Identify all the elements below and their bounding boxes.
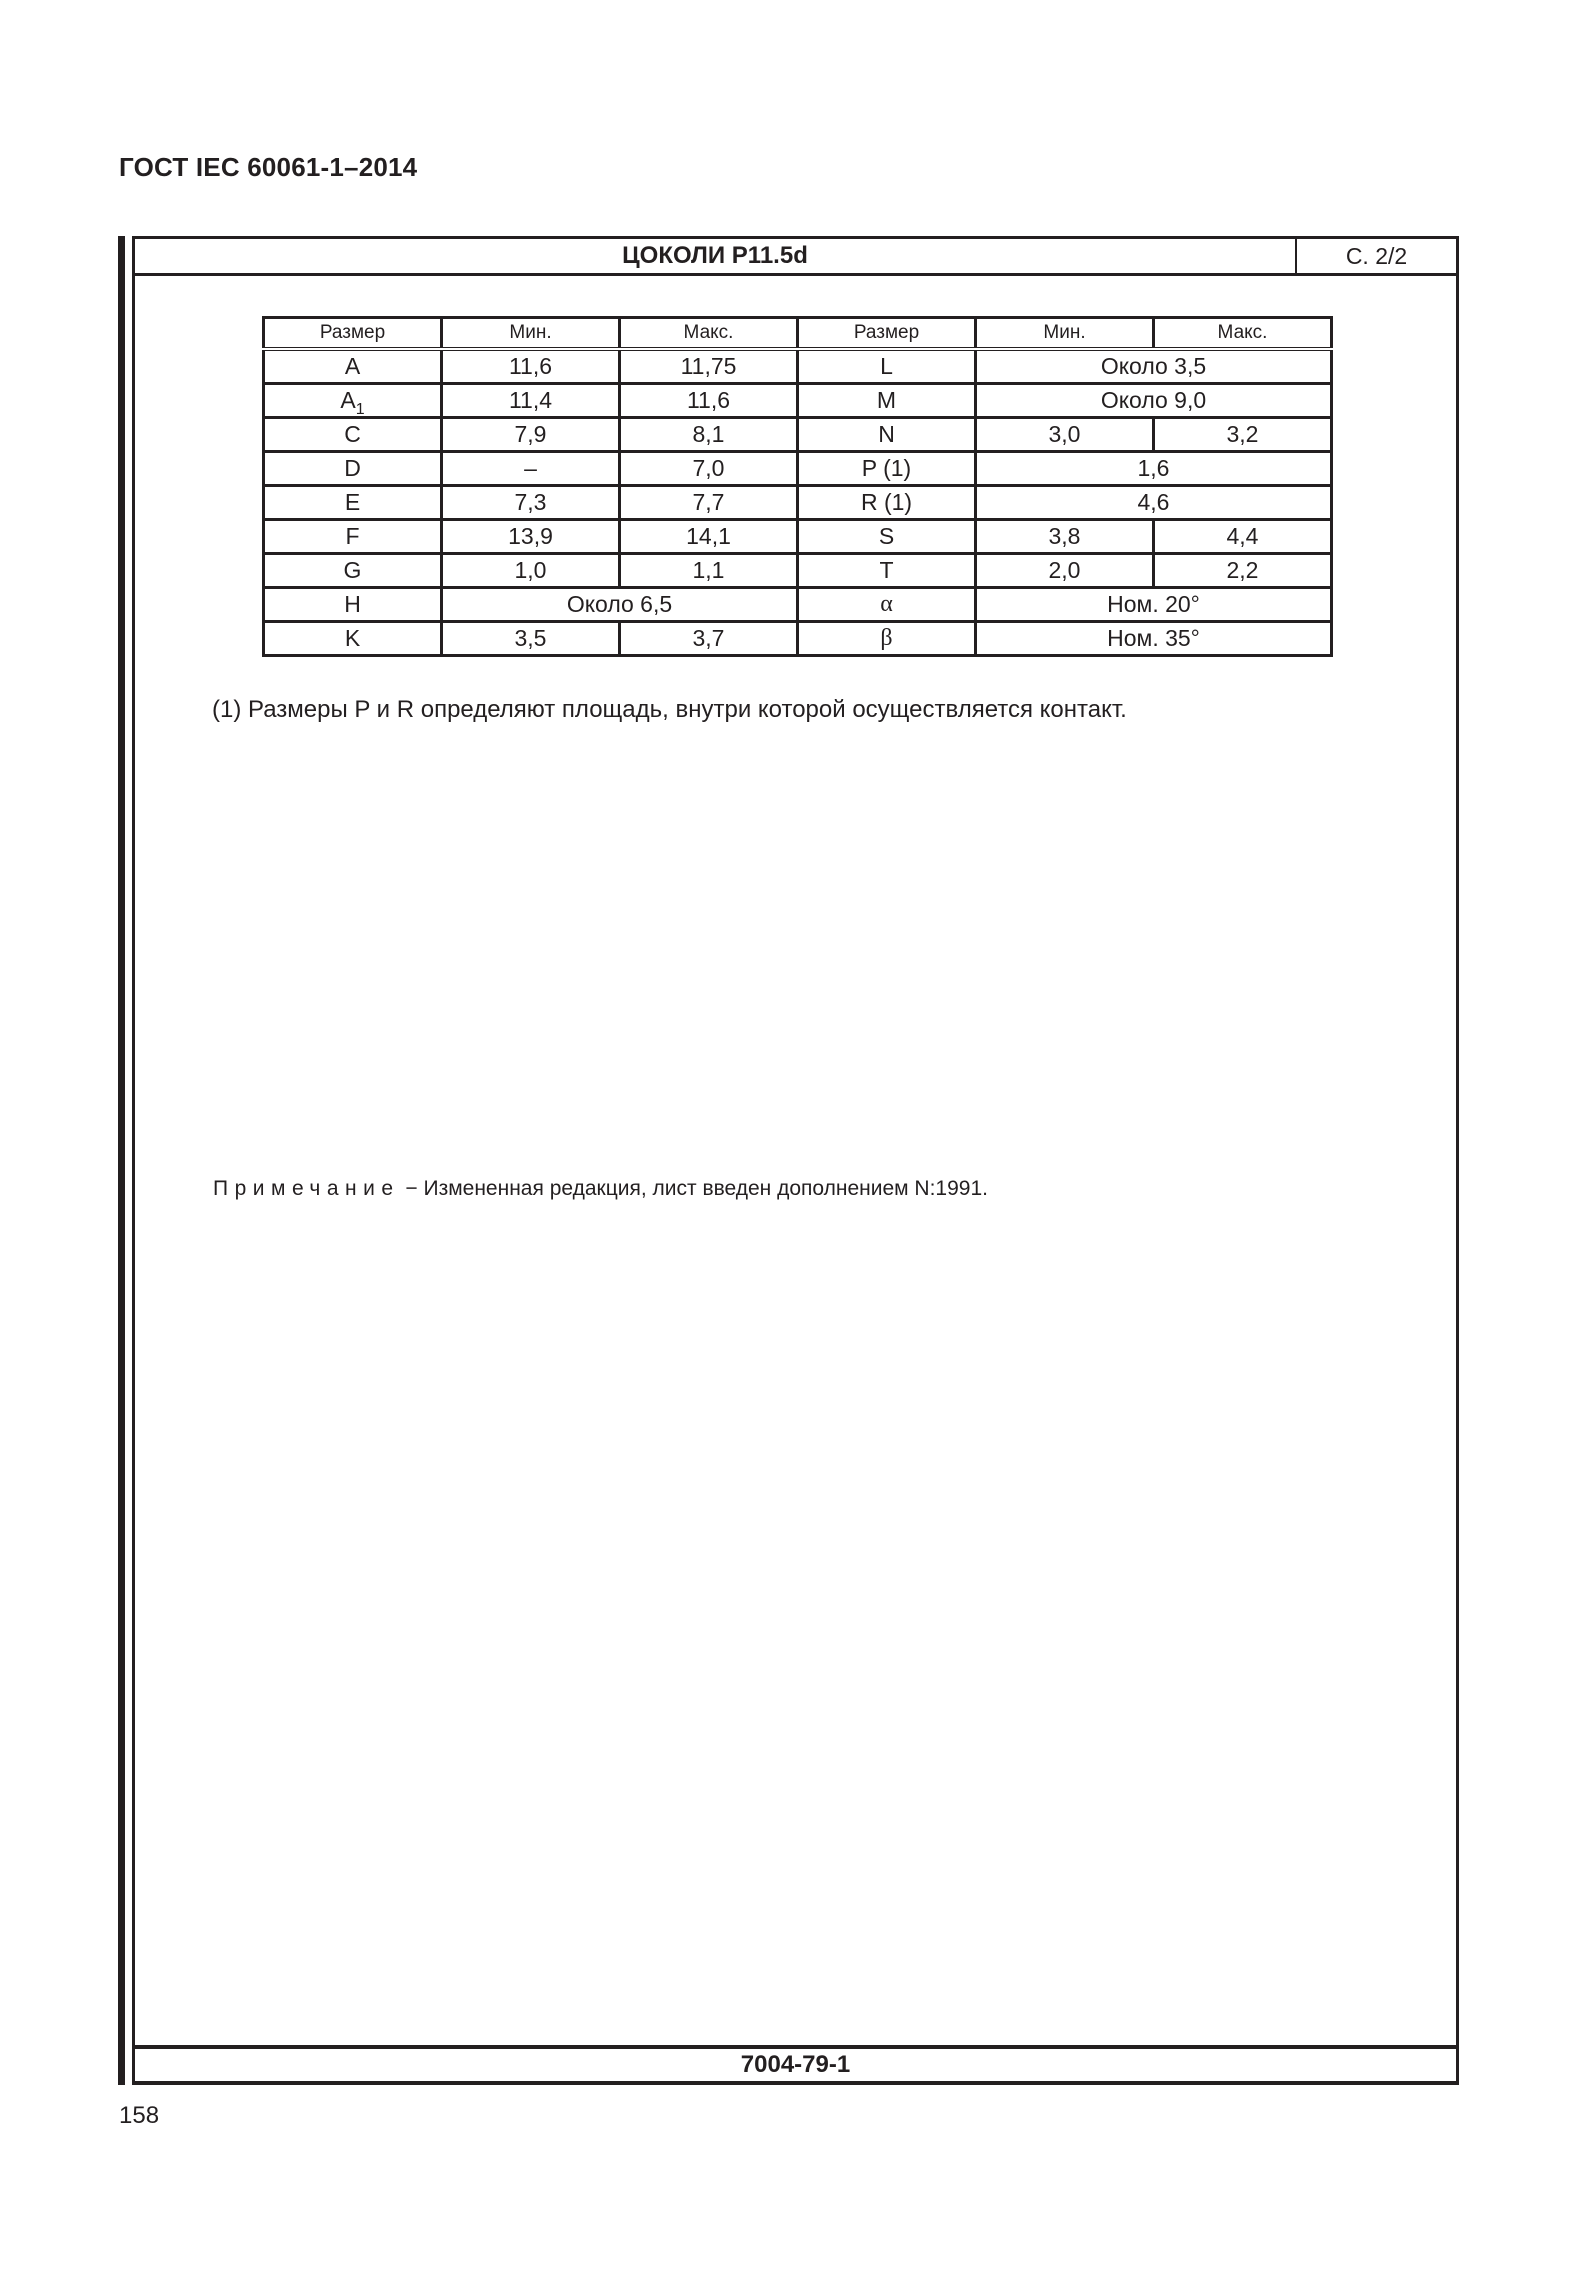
dimension-cell: K (264, 622, 442, 656)
table-row (264, 349, 1332, 384)
frame-left-bar (118, 236, 125, 2085)
table-row (264, 452, 1332, 486)
max-cell: 2,2 (1154, 554, 1332, 588)
dimension-cell: D (264, 452, 442, 486)
value-cell: 4,6 (976, 486, 1332, 520)
standard-title: ГОСТ IEC 60061-1–2014 (119, 152, 418, 182)
table-header-row (264, 318, 1332, 350)
sheet-title: ЦОКОЛИ P11.5d (135, 239, 1297, 273)
min-cell: 3,5 (442, 622, 620, 656)
max-cell: 3,2 (1154, 418, 1332, 452)
dimension-cell: M (798, 384, 976, 418)
dimension-letter: A (340, 387, 356, 413)
max-cell: 3,7 (620, 622, 798, 656)
note (213, 1175, 988, 1203)
min-cell: 2,0 (976, 554, 1154, 588)
table-row (264, 588, 1332, 622)
dimension-cell: N (798, 418, 976, 452)
column-header: Макс. (1154, 318, 1332, 350)
min-cell: 11,4 (442, 384, 620, 418)
note-text: Измененная редакция, лист введен дополнением N:1991. (423, 1177, 988, 1200)
min-cell: 11,6 (442, 349, 620, 384)
dimension-cell: T (798, 554, 976, 588)
column-header: Мин. (442, 318, 620, 350)
min-cell: 7,3 (442, 486, 620, 520)
table-row (264, 384, 1332, 418)
column-header: Мин. (976, 318, 1154, 350)
table-row (264, 486, 1332, 520)
note-label: Примечание (213, 1177, 400, 1200)
sheet-page-ref: С. 2/2 (1345, 243, 1408, 269)
min-cell: 1,0 (442, 554, 620, 588)
page-number: 158 (119, 2102, 160, 2129)
note-separator: − (399, 1177, 424, 1200)
sheet-code: 7004-79-1 (135, 2045, 1456, 2081)
max-cell: 11,75 (620, 349, 798, 384)
value-cell: 1,6 (976, 452, 1332, 486)
dimension-cell: C (264, 418, 442, 452)
max-cell: 11,6 (620, 384, 798, 418)
max-cell: 14,1 (620, 520, 798, 554)
table-row (264, 622, 1332, 656)
sheet-header (135, 239, 1456, 276)
dimension-cell (264, 384, 442, 418)
dimension-cell: P (1) (798, 452, 976, 486)
dimensions-table (262, 316, 1333, 657)
value-cell: Около 6,5 (442, 588, 798, 622)
value-cell: Ном. 35° (976, 622, 1332, 656)
max-cell: 4,4 (1154, 520, 1332, 554)
table-row (264, 418, 1332, 452)
value-cell: Ном. 20° (976, 588, 1332, 622)
min-cell: 13,9 (442, 520, 620, 554)
table-row (264, 554, 1332, 588)
max-cell: 7,0 (620, 452, 798, 486)
dimension-cell: F (264, 520, 442, 554)
dimension-cell: G (264, 554, 442, 588)
value-cell: Около 9,0 (976, 384, 1332, 418)
dimension-cell: S (798, 520, 976, 554)
dimension-cell: β (798, 622, 976, 656)
footnote: (1) Размеры P и R определяют площадь, внутри которой осуществляется контакт. (212, 696, 1127, 723)
dimension-cell: E (264, 486, 442, 520)
column-header: Размер (798, 318, 976, 350)
min-cell: 3,0 (976, 418, 1154, 452)
max-cell: 8,1 (620, 418, 798, 452)
min-cell: – (442, 452, 620, 486)
table-row (264, 520, 1332, 554)
dimension-cell: α (798, 588, 976, 622)
max-cell: 7,7 (620, 486, 798, 520)
dimension-cell: A (264, 349, 442, 384)
dimension-cell: L (798, 349, 976, 384)
min-cell: 3,8 (976, 520, 1154, 554)
column-header: Макс. (620, 318, 798, 350)
dimension-subscript: 1 (355, 401, 365, 418)
dimension-cell: H (264, 588, 442, 622)
dimension-cell: R (1) (798, 486, 976, 520)
column-header: Размер (264, 318, 442, 350)
max-cell: 1,1 (620, 554, 798, 588)
value-cell: Около 3,5 (976, 349, 1332, 384)
min-cell: 7,9 (442, 418, 620, 452)
